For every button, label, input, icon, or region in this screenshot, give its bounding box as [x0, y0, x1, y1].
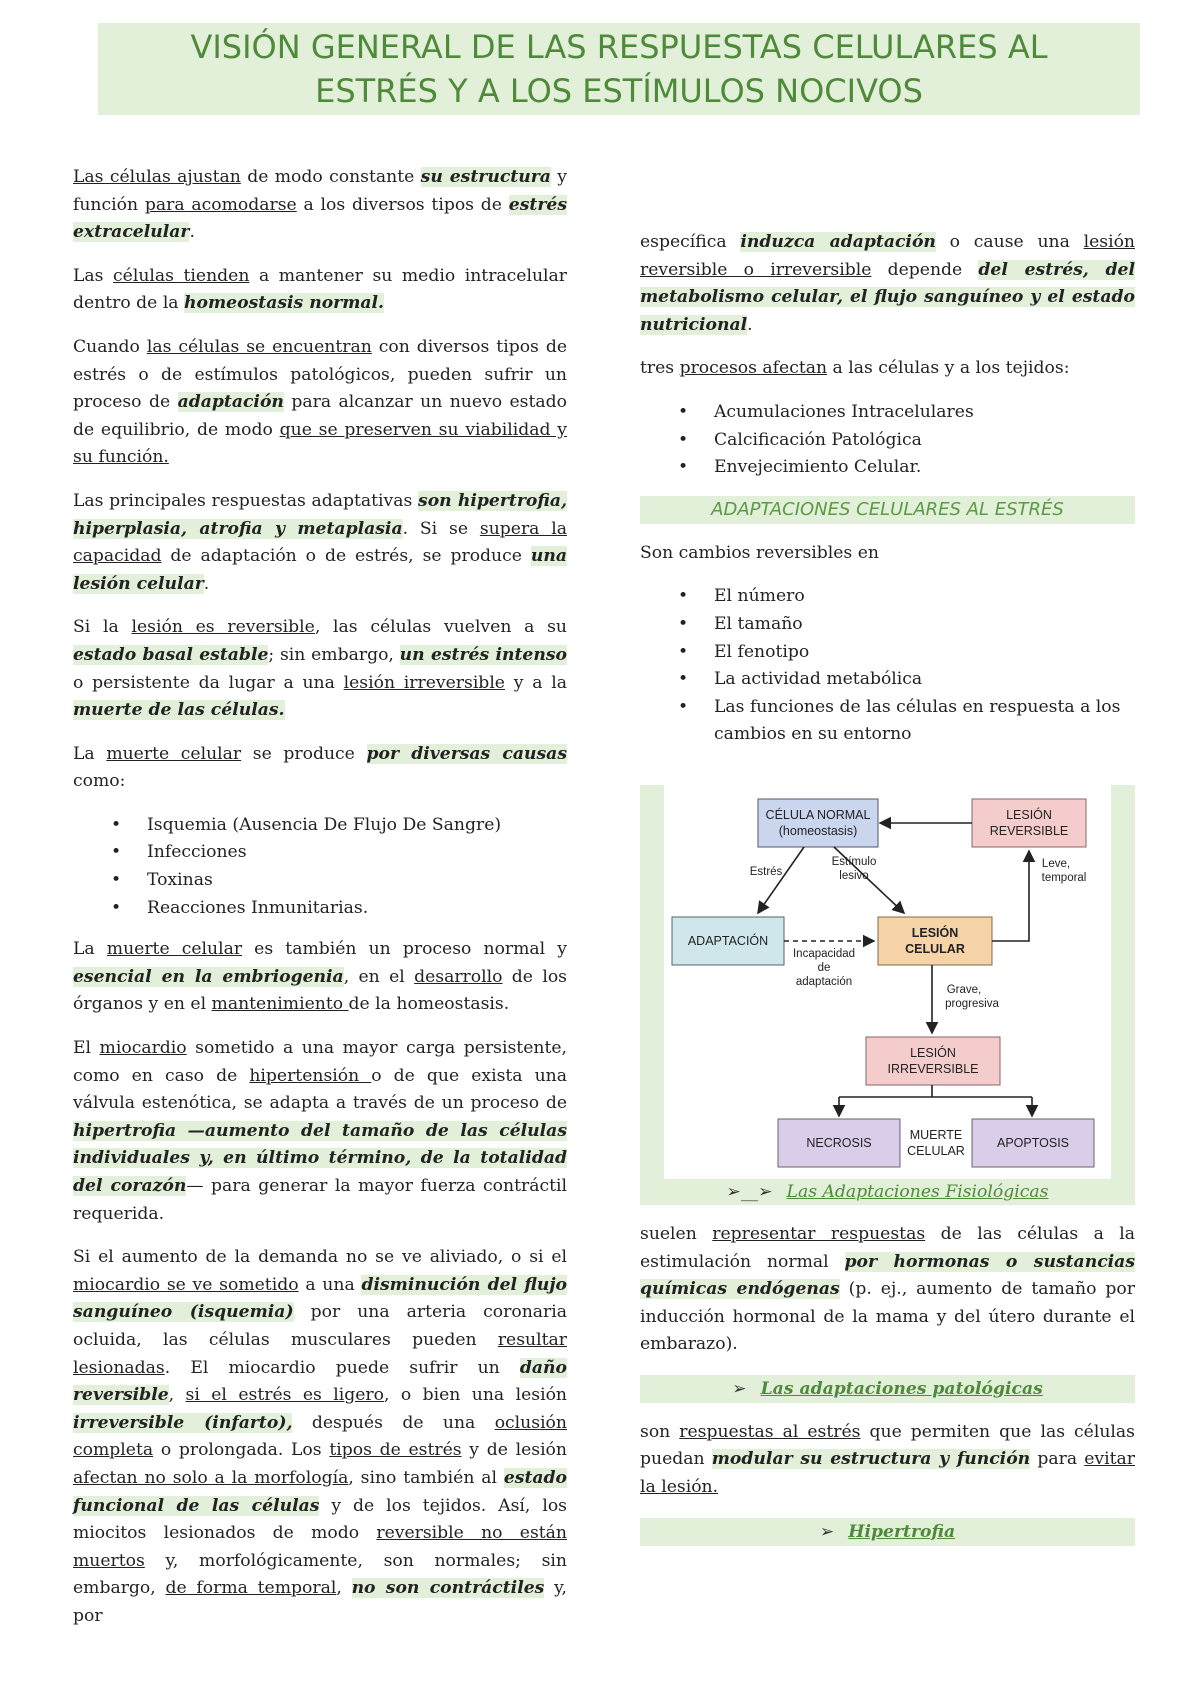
processes-list — [640, 399, 1135, 482]
paragraph-6: La muerte celular se produce por diversas causas como: — [73, 743, 567, 792]
label-lesion1: LESIÓN — [911, 925, 959, 940]
paragraph-1: Las células ajustan de modo constante su estructura y función para acomodarse a los diversos tipos de estrés extracelular. — [73, 167, 567, 243]
paragraph-8: El miocardio sometido a una mayor carga persistente, como en caso de hipertensión o de que exista una válvula estenótica, se adapta a través de un proceso de hipertrofia —aumento del tamaño de las células individuales y, en último término, de la totalidad del corazón— para generar la mayor fuerza contráctil requerida. — [73, 1038, 567, 1224]
list-item: • El tamaño — [714, 611, 1135, 639]
cell-injury-diagram — [640, 785, 1135, 1205]
label-estimulo2: lesivo — [839, 869, 869, 882]
causes-list — [73, 812, 567, 922]
box-celula-normal — [758, 799, 878, 847]
flow-diagram — [664, 785, 1111, 1195]
section-heading-hipertrofia: ➢ Hipertrofia — [640, 1518, 1135, 1546]
arrow-icon: ➢__➢ — [726, 1181, 773, 1202]
label-normal2: (homeostasis) — [778, 823, 858, 838]
label-muerte2: CELULAR — [907, 1143, 965, 1158]
paragraph-5: Si la lesión es reversible, las células vuelven a su estado basal estable; sin embargo, un estrés intenso o persistente da lugar a una lesión irreversible y a la muerte de las células. — [73, 617, 567, 721]
list-item: • Las funciones de las células en respuesta a los cambios en su entorno — [714, 694, 1135, 749]
label-rev1: LESIÓN — [1006, 807, 1052, 822]
label-grave2: progresiva — [945, 997, 999, 1010]
title-line-1: VISIÓN GENERAL DE LAS RESPUESTAS CELULARES AL — [190, 28, 1048, 66]
list-item: • Envejecimiento Celular. — [714, 454, 1135, 482]
arrow-icon: ➢ — [732, 1378, 747, 1399]
paragraph-7: La muerte celular es también un proceso normal y esencial en la embriogenia, en el desarrollo de los órganos y en el mantenimiento de la homeostasis. — [73, 939, 567, 1015]
label-lesion2: CELULAR — [905, 941, 965, 956]
paragraph-4: Las principales respuestas adaptativas son hipertrofia, hiperplasia, atrofia y metaplasia. Si se supera la capacidad de adaptación o de estrés, se produce una lesión celular. — [73, 490, 568, 594]
right-column — [640, 229, 1135, 1562]
label-leve1: Leve, — [1041, 857, 1071, 870]
box-lesion-irreversible — [866, 1037, 1000, 1085]
title-line-2: ESTRÉS Y A LOS ESTÍMULOS NOCIVOS — [315, 72, 923, 110]
paragraph-r2: tres procesos afectan a las células y a los tejidos: — [640, 358, 1070, 379]
paragraph-r1: específica induzca adaptación o cause una lesión reversible o irreversible depende del estrés, del metabolismo celular, el flujo sanguíneo y el estado nutricional. — [640, 232, 1135, 335]
label-leve2: temporal — [1041, 871, 1087, 884]
label-muerte1: MUERTE — [909, 1127, 963, 1142]
left-column — [73, 164, 567, 1647]
label-incap3: adaptación — [795, 975, 853, 988]
label-incap1: Incapacidad — [792, 947, 856, 960]
section-heading-patologicas: ➢ Las adaptaciones patológicas — [640, 1375, 1135, 1403]
list-item: • La actividad metabólica — [714, 666, 1135, 694]
list-item: • Reacciones Inmunitarias. — [147, 895, 567, 923]
label-incap2: de — [817, 961, 831, 974]
label-necrosis: NECROSIS — [806, 1135, 872, 1150]
box-lesion-celular — [878, 917, 992, 965]
label-apoptosis: APOPTOSIS — [996, 1135, 1070, 1150]
label-normal1: CÉLULA NORMAL — [765, 807, 871, 822]
label-estimulo1: Estímulo — [831, 855, 877, 868]
label-irr2: IRREVERSIBLE — [887, 1061, 979, 1076]
list-item: • Isquemia (Ausencia De Flujo De Sangre) — [147, 812, 567, 840]
label-rev2: REVERSIBLE — [989, 823, 1069, 838]
list-item: • Calcificación Patológica — [714, 427, 1135, 455]
label-grave1: Grave, — [946, 983, 982, 996]
list-item: • El número — [714, 583, 1135, 611]
paragraph-r4: suelen representar respuestas de las células a la estimulación normal por hormonas o sustancias químicas endógenas (p. ej., aumento de tamaño por inducción hormonal de la mama y del útero durante el embarazo). — [640, 1223, 1136, 1355]
paragraph-9: Si el aumento de la demanda no se ve aliviado, o si el miocardio se ve sometido a una disminución del flujo sanguíneo (isquemia) por una arteria coronaria ocluida, las células musculares pueden resultar lesionadas. El miocardio puede sufrir un daño reversible, si el estrés es ligero, o bien una lesión irreversible (infarto), después de una oclusión completa o prolongada. Los tipos de estrés y de lesión afectan no solo a la morfología, sino también al estado funcional de las células y de los tejidos. Así, los miocitos lesionados de modo reversible no están muertos y, morfológicamente, son normales; sin embargo, de forma temporal, no son contráctiles y, por — [73, 1247, 568, 1626]
arrow-icon: ➢ — [819, 1521, 835, 1542]
changes-list — [640, 583, 1135, 749]
list-item: • Acumulaciones Intracelulares — [714, 399, 1135, 427]
list-item: • Infecciones — [147, 839, 567, 867]
label-adapt: ADAPTACIÓN — [687, 933, 769, 948]
label-irr1: LESIÓN — [910, 1045, 956, 1060]
paragraph-r5: son respuestas al estrés que permiten que las células puedan modular su estructura y función para evitar la lesión. — [640, 1421, 1136, 1498]
section-heading-adaptaciones: ADAPTACIONES CELULARES AL ESTRÉS — [640, 496, 1135, 524]
list-item: • Toxinas — [147, 867, 567, 895]
list-item: • El fenotipo — [714, 639, 1135, 667]
page-title — [98, 23, 1140, 115]
paragraph-r3: Son cambios reversibles en — [640, 542, 879, 563]
box-lesion-reversible — [972, 799, 1086, 847]
paragraph-2: Las células tienden a mantener su medio intracelular dentro de la homeostasis normal. — [73, 265, 568, 314]
paragraph-3: Cuando las células se encuentran con diversos tipos de estrés o de estímulos patológicos, pueden sufrir un proceso de adaptación para alcanzar un nuevo estado de equilibrio, de modo que se preserven su viabilidad y su función. — [73, 336, 567, 468]
section-heading-fisiologicas: ➢__➢ Las Adaptaciones Fisiológicas — [640, 1179, 1135, 1205]
label-estres: Estrés — [749, 865, 783, 878]
